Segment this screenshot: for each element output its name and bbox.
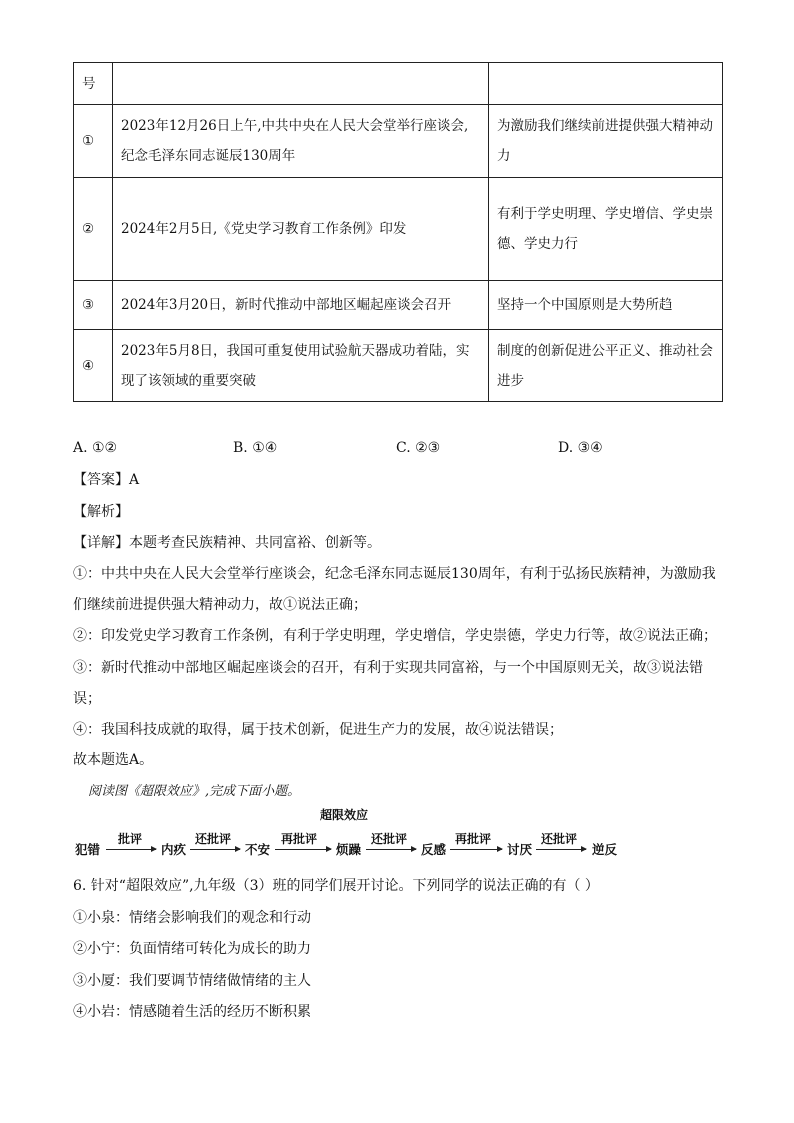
- table-row: [74, 330, 723, 402]
- row-number: ③: [74, 281, 113, 330]
- row-event: 2024年3月20日，新时代推动中部地区崛起座谈会召开: [113, 281, 489, 330]
- row-event: 2023年12月26日上午,中共中央在人民大会堂举行座谈会,纪念毛泽东同志诞辰130周年: [113, 105, 489, 178]
- header-cell-meaning: [489, 63, 723, 105]
- diagram-node-5: 反感: [421, 842, 447, 857]
- reading-prompt: 阅读图《超限效应》,完成下面小题。: [88, 784, 301, 799]
- table-row: [74, 281, 723, 330]
- diagram-node-3: 不安: [245, 842, 271, 857]
- option-d: D. ③④: [558, 440, 603, 456]
- diagram-node-4: 烦躁: [336, 842, 362, 857]
- diagram-arrow-3: [275, 849, 331, 850]
- answer-line: 【答案】A: [73, 472, 140, 488]
- diagram-title: 超限效应: [320, 808, 369, 822]
- point-1: ①：中共中央在人民大会堂举行座谈会，纪念毛泽东同志诞辰130周年，有利于弘扬民族精神，为激励我们继续前进提供强大精神动力，故①说法正确；: [73, 566, 716, 613]
- conclusion-line: 故本题选A。: [73, 752, 154, 768]
- overlimit-effect-diagram: [75, 806, 635, 866]
- diagram-edge-label-1: 批评: [118, 832, 143, 846]
- option-a: A. ①②: [73, 440, 118, 456]
- statement-3: ③小厦：我们要调节情绪做情绪的主人: [73, 973, 311, 989]
- diagram-edge-label-2: 还批评: [195, 832, 232, 846]
- diagram-node-2: 内疚: [161, 842, 187, 857]
- statement-2: ②小宁：负面情绪可转化为成长的助力: [73, 941, 311, 957]
- detail-line: 【详解】本题考查民族精神、共同富裕、创新等。: [73, 535, 381, 551]
- row-meaning: 有利于学史明理、学史增信、学史崇德、学史力行: [489, 178, 723, 281]
- answer-options: [73, 440, 733, 460]
- row-number: ①: [74, 105, 113, 178]
- table-row: [74, 105, 723, 178]
- diagram-arrow-1: [106, 849, 156, 850]
- diagram-node-6: 讨厌: [507, 842, 533, 857]
- point-4: ④：我国科技成就的取得，属于技术创新，促进生产力的发展，故④说法错误；: [73, 722, 563, 738]
- diagram-arrow-6: [536, 849, 586, 850]
- diagram-arrow-4: [366, 849, 416, 850]
- option-c: C. ②③: [396, 440, 441, 456]
- diagram-node-1: 犯错: [75, 842, 101, 857]
- analysis-heading: 【解析】: [73, 504, 129, 520]
- question-6: 6. 针对“超限效应”,九年级（3）班的同学们展开讨论。下列同学的说法正确的有（ ）: [73, 878, 599, 894]
- diagram-edge-label-5: 再批评: [455, 832, 492, 846]
- statement-4: ④小岩：情感随着生活的经历不断积累: [73, 1004, 311, 1020]
- header-cell-event: [113, 63, 489, 105]
- table-header-row: [74, 63, 723, 105]
- point-3: ③：新时代推动中部地区崛起座谈会的召开，有利于实现共同富裕，与一个中国原则无关，故③说法错误；: [73, 660, 703, 707]
- row-event: 2023年5月8日，我国可重复使用试验航天器成功着陆，实现了该领域的重要突破: [113, 330, 489, 402]
- row-event: 2024年2月5日,《党史学习教育工作条例》印发: [113, 178, 489, 281]
- diagram-edge-label-3: 再批评: [281, 832, 318, 846]
- statement-1: ①小泉：情绪会影响我们的观念和行动: [73, 910, 311, 926]
- events-table: [73, 62, 723, 402]
- header-cell-number: 号: [74, 63, 113, 105]
- row-meaning: 制度的创新促进公平正义、推动社会进步: [489, 330, 723, 402]
- diagram-arrow-2: [190, 849, 240, 850]
- diagram-arrow-5: [450, 849, 502, 850]
- table-row: [74, 178, 723, 281]
- row-number: ④: [74, 330, 113, 402]
- diagram-edge-label-4: 还批评: [371, 832, 408, 846]
- diagram-node-7: 逆反: [592, 842, 618, 857]
- diagram-edge-label-6: 还批评: [541, 832, 578, 846]
- point-2: ②：印发党史学习教育工作条例，有利于学史明理，学史增信，学史崇德，学史力行等，故②说法正确；: [73, 628, 717, 644]
- row-number: ②: [74, 178, 113, 281]
- row-meaning: 为激励我们继续前进提供强大精神动力: [489, 105, 723, 178]
- option-b: B. ①④: [233, 440, 278, 456]
- row-meaning: 坚持一个中国原则是大势所趋: [489, 281, 723, 330]
